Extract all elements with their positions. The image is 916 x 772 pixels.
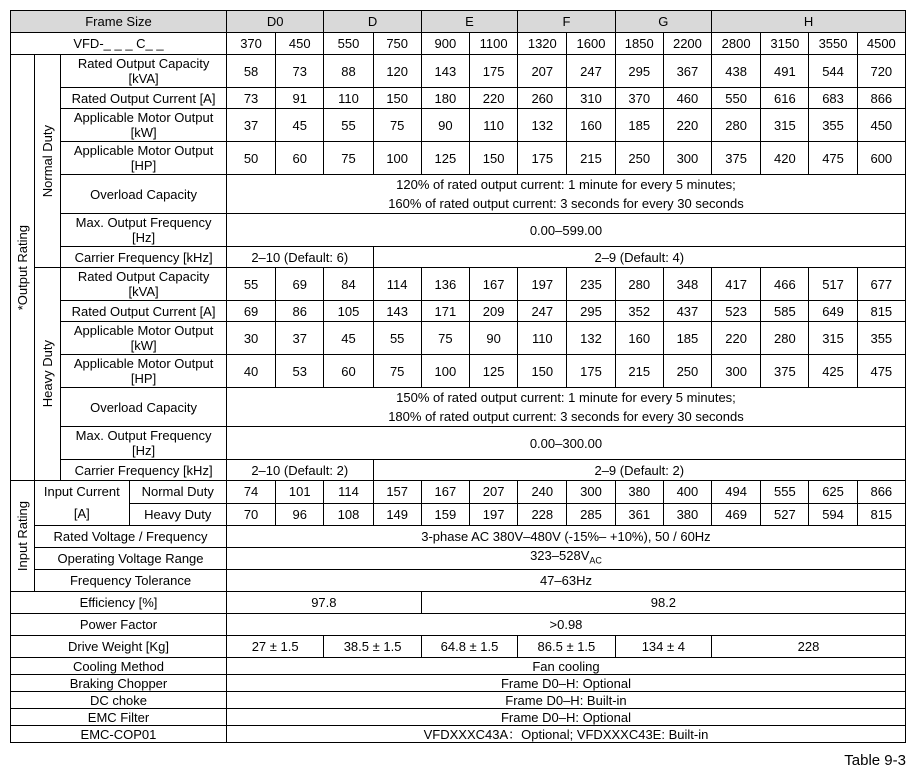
carrier-value: 2–9 (Default: 2) bbox=[373, 460, 905, 481]
overload-value: 150% of rated output current: 1 minute for every 5 minutes; 180% of rated output current: 3 seconds for every 30 seconds bbox=[226, 388, 905, 427]
cell: 108 bbox=[324, 503, 373, 526]
cell: 280 bbox=[712, 109, 761, 142]
cell: 197 bbox=[469, 503, 517, 526]
cell: 295 bbox=[567, 301, 615, 322]
cell: 160 bbox=[567, 109, 615, 142]
frame-f: F bbox=[518, 11, 615, 33]
cell: 105 bbox=[324, 301, 373, 322]
spec-table bbox=[10, 10, 906, 743]
cell: 70 bbox=[226, 503, 275, 526]
model-label: VFD-_ _ _ C_ _ bbox=[11, 33, 227, 55]
row-label: Overload Capacity bbox=[61, 175, 227, 214]
cell: 75 bbox=[373, 355, 421, 388]
cell: 180 bbox=[421, 88, 469, 109]
cell: 100 bbox=[373, 142, 421, 175]
cell: 450 bbox=[857, 109, 905, 142]
normal-duty-sublabel: Normal Duty bbox=[129, 481, 226, 504]
model-cell: 4500 bbox=[857, 33, 905, 55]
cell: 143 bbox=[421, 55, 469, 88]
row-label: Operating Voltage Range bbox=[35, 548, 227, 570]
row-label: Overload Capacity bbox=[61, 388, 227, 427]
cell: 600 bbox=[857, 142, 905, 175]
emc-filter-value: Frame D0–H: Optional bbox=[226, 709, 905, 726]
overload-value: 120% of rated output current: 1 minute for every 5 minutes; 160% of rated output current: 3 seconds for every 30 seconds bbox=[226, 175, 905, 214]
row-label: Carrier Frequency [kHz] bbox=[61, 460, 227, 481]
row-label: Applicable Motor Output [kW] bbox=[61, 109, 227, 142]
cell: 167 bbox=[421, 481, 469, 504]
cell: 250 bbox=[663, 355, 711, 388]
cell: 136 bbox=[421, 268, 469, 301]
cell: 585 bbox=[761, 301, 809, 322]
weight-value: 38.5 ± 1.5 bbox=[324, 636, 421, 658]
emc-cop-value: VFDXXXC43A：Optional; VFDXXXC43E: Built-in bbox=[226, 726, 905, 743]
cell: 315 bbox=[761, 109, 809, 142]
model-cell: 1320 bbox=[518, 33, 567, 55]
cell: 110 bbox=[324, 88, 373, 109]
cell: 125 bbox=[469, 355, 517, 388]
model-cell: 1600 bbox=[567, 33, 615, 55]
output-rating-label: *Output Rating bbox=[11, 55, 35, 481]
power-factor-value: >0.98 bbox=[226, 614, 905, 636]
cell: 517 bbox=[809, 268, 857, 301]
cell: 420 bbox=[761, 142, 809, 175]
cell: 160 bbox=[615, 322, 663, 355]
cell: 310 bbox=[567, 88, 615, 109]
row-label: Efficiency [%] bbox=[11, 592, 227, 614]
freq-tol-value: 47–63Hz bbox=[226, 570, 905, 592]
cell: 300 bbox=[663, 142, 711, 175]
cell: 417 bbox=[712, 268, 761, 301]
cell: 75 bbox=[421, 322, 469, 355]
cell: 175 bbox=[567, 355, 615, 388]
cell: 352 bbox=[615, 301, 663, 322]
voltage-value: 3-phase AC 380V–480V (-15%– +10%), 50 / 60Hz bbox=[226, 526, 905, 548]
model-cell: 3550 bbox=[809, 33, 857, 55]
dc-choke-value: Frame D0–H: Built-in bbox=[226, 692, 905, 709]
row-label: EMC-COP01 bbox=[11, 726, 227, 743]
row-label: Rated Output Capacity [kVA] bbox=[61, 268, 227, 301]
heavy-duty-sublabel: Heavy Duty bbox=[129, 503, 226, 526]
cell: 185 bbox=[615, 109, 663, 142]
model-cell: 2800 bbox=[712, 33, 761, 55]
cell: 58 bbox=[226, 55, 275, 88]
frame-h: H bbox=[712, 11, 906, 33]
cell: 209 bbox=[469, 301, 517, 322]
model-cell: 2200 bbox=[663, 33, 711, 55]
weight-value: 134 ± 4 bbox=[615, 636, 711, 658]
cell: 86 bbox=[276, 301, 324, 322]
cell: 84 bbox=[324, 268, 373, 301]
row-label: Carrier Frequency [kHz] bbox=[61, 247, 227, 268]
cell: 114 bbox=[324, 481, 373, 504]
cell: 815 bbox=[857, 301, 905, 322]
cell: 260 bbox=[518, 88, 567, 109]
cell: 55 bbox=[373, 322, 421, 355]
cell: 355 bbox=[857, 322, 905, 355]
cell: 55 bbox=[226, 268, 275, 301]
carrier-value: 2–10 (Default: 2) bbox=[226, 460, 373, 481]
row-label: Max. Output Frequency [Hz] bbox=[61, 427, 227, 460]
cell: 220 bbox=[712, 322, 761, 355]
cell: 348 bbox=[663, 268, 711, 301]
cell: 375 bbox=[712, 142, 761, 175]
cell: 69 bbox=[276, 268, 324, 301]
cell: 207 bbox=[469, 481, 517, 504]
cell: 110 bbox=[469, 109, 517, 142]
cell: 400 bbox=[663, 481, 711, 504]
row-label: Drive Weight [Kg] bbox=[11, 636, 227, 658]
cell: 523 bbox=[712, 301, 761, 322]
cell: 250 bbox=[615, 142, 663, 175]
cell: 280 bbox=[761, 322, 809, 355]
cell: 91 bbox=[276, 88, 324, 109]
row-label: Max. Output Frequency [Hz] bbox=[61, 214, 227, 247]
cell: 90 bbox=[421, 109, 469, 142]
cell: 120 bbox=[373, 55, 421, 88]
heavy-duty-label: Heavy Duty bbox=[35, 268, 61, 481]
weight-value: 228 bbox=[712, 636, 906, 658]
normal-duty-label: Normal Duty bbox=[35, 55, 61, 268]
row-label: Applicable Motor Output [HP] bbox=[61, 355, 227, 388]
cell: 367 bbox=[663, 55, 711, 88]
cell: 50 bbox=[226, 142, 275, 175]
cell: 132 bbox=[518, 109, 567, 142]
cell: 315 bbox=[809, 322, 857, 355]
cell: 149 bbox=[373, 503, 421, 526]
cooling-value: Fan cooling bbox=[226, 658, 905, 675]
cell: 720 bbox=[857, 55, 905, 88]
cell: 491 bbox=[761, 55, 809, 88]
cell: 55 bbox=[324, 109, 373, 142]
cell: 594 bbox=[809, 503, 857, 526]
cell: 75 bbox=[324, 142, 373, 175]
cell: 235 bbox=[567, 268, 615, 301]
cell: 88 bbox=[324, 55, 373, 88]
cell: 197 bbox=[518, 268, 567, 301]
cell: 380 bbox=[615, 481, 663, 504]
cell: 494 bbox=[712, 481, 761, 504]
cell: 475 bbox=[809, 142, 857, 175]
cell: 215 bbox=[615, 355, 663, 388]
cell: 30 bbox=[226, 322, 275, 355]
cell: 167 bbox=[469, 268, 517, 301]
cell: 361 bbox=[615, 503, 663, 526]
cell: 295 bbox=[615, 55, 663, 88]
cell: 527 bbox=[761, 503, 809, 526]
cell: 683 bbox=[809, 88, 857, 109]
frame-size-label: Frame Size bbox=[11, 11, 227, 33]
cell: 544 bbox=[809, 55, 857, 88]
max-freq-value: 0.00–599.00 bbox=[226, 214, 905, 247]
cell: 45 bbox=[324, 322, 373, 355]
row-label: Applicable Motor Output [kW] bbox=[61, 322, 227, 355]
row-label: Rated Output Current [A] bbox=[61, 88, 227, 109]
row-label: Rated Output Current [A] bbox=[61, 301, 227, 322]
cell: 40 bbox=[226, 355, 275, 388]
cell: 280 bbox=[615, 268, 663, 301]
cell: 866 bbox=[857, 88, 905, 109]
weight-value: 86.5 ± 1.5 bbox=[518, 636, 615, 658]
cell: 220 bbox=[469, 88, 517, 109]
cell: 74 bbox=[226, 481, 275, 504]
cell: 228 bbox=[518, 503, 567, 526]
cell: 460 bbox=[663, 88, 711, 109]
cell: 438 bbox=[712, 55, 761, 88]
cell: 300 bbox=[567, 481, 615, 504]
cell: 73 bbox=[276, 55, 324, 88]
cell: 101 bbox=[276, 481, 324, 504]
cell: 110 bbox=[518, 322, 567, 355]
cell: 114 bbox=[373, 268, 421, 301]
input-current-label: Input Current [A] bbox=[35, 481, 129, 526]
cell: 207 bbox=[518, 55, 567, 88]
cell: 69 bbox=[226, 301, 275, 322]
cell: 125 bbox=[421, 142, 469, 175]
row-label: Rated Output Capacity [kVA] bbox=[61, 55, 227, 88]
cell: 185 bbox=[663, 322, 711, 355]
cell: 300 bbox=[712, 355, 761, 388]
cell: 425 bbox=[809, 355, 857, 388]
cell: 90 bbox=[469, 322, 517, 355]
model-cell: 370 bbox=[226, 33, 275, 55]
table-caption: Table 9-3 bbox=[844, 752, 906, 769]
row-label: Applicable Motor Output [HP] bbox=[61, 142, 227, 175]
cell: 375 bbox=[761, 355, 809, 388]
model-cell: 1850 bbox=[615, 33, 663, 55]
input-rating-label: Input Rating bbox=[11, 481, 35, 592]
row-label: DC choke bbox=[11, 692, 227, 709]
cell: 247 bbox=[567, 55, 615, 88]
model-cell: 900 bbox=[421, 33, 469, 55]
row-label: Frequency Tolerance bbox=[35, 570, 227, 592]
cell: 649 bbox=[809, 301, 857, 322]
cell: 469 bbox=[712, 503, 761, 526]
model-cell: 550 bbox=[324, 33, 373, 55]
op-range-value: $323-528V_{AC}$ bbox=[226, 548, 905, 570]
cell: 73 bbox=[226, 88, 275, 109]
weight-value: 27 ± 1.5 bbox=[226, 636, 323, 658]
cell: 285 bbox=[567, 503, 615, 526]
cell: 355 bbox=[809, 109, 857, 142]
cell: 625 bbox=[809, 481, 857, 504]
row-label: Braking Chopper bbox=[11, 675, 227, 692]
cell: 475 bbox=[857, 355, 905, 388]
model-cell: 450 bbox=[276, 33, 324, 55]
carrier-value: 2–9 (Default: 4) bbox=[373, 247, 905, 268]
row-label: Cooling Method bbox=[11, 658, 227, 675]
row-label: Power Factor bbox=[11, 614, 227, 636]
cell: 175 bbox=[469, 55, 517, 88]
row-label: Rated Voltage / Frequency bbox=[35, 526, 227, 548]
cell: 37 bbox=[276, 322, 324, 355]
cell: 100 bbox=[421, 355, 469, 388]
cell: 677 bbox=[857, 268, 905, 301]
cell: 215 bbox=[567, 142, 615, 175]
braking-value: Frame D0–H: Optional bbox=[226, 675, 905, 692]
row-label: EMC Filter bbox=[11, 709, 227, 726]
max-freq-value: 0.00–300.00 bbox=[226, 427, 905, 460]
cell: 143 bbox=[373, 301, 421, 322]
cell: 96 bbox=[276, 503, 324, 526]
cell: 555 bbox=[761, 481, 809, 504]
cell: 220 bbox=[663, 109, 711, 142]
cell: 247 bbox=[518, 301, 567, 322]
frame-e: E bbox=[421, 11, 517, 33]
cell: 866 bbox=[857, 481, 905, 504]
cell: 75 bbox=[373, 109, 421, 142]
cell: 132 bbox=[567, 322, 615, 355]
cell: 150 bbox=[518, 355, 567, 388]
cell: 616 bbox=[761, 88, 809, 109]
cell: 150 bbox=[469, 142, 517, 175]
efficiency-value: 97.8 bbox=[226, 592, 421, 614]
cell: 175 bbox=[518, 142, 567, 175]
frame-d0: D0 bbox=[226, 11, 323, 33]
cell: 157 bbox=[373, 481, 421, 504]
cell: 150 bbox=[373, 88, 421, 109]
cell: 380 bbox=[663, 503, 711, 526]
cell: 370 bbox=[615, 88, 663, 109]
cell: 815 bbox=[857, 503, 905, 526]
cell: 466 bbox=[761, 268, 809, 301]
frame-g: G bbox=[615, 11, 711, 33]
weight-value: 64.8 ± 1.5 bbox=[421, 636, 517, 658]
carrier-value: 2–10 (Default: 6) bbox=[226, 247, 373, 268]
cell: 37 bbox=[226, 109, 275, 142]
frame-d: D bbox=[324, 11, 421, 33]
cell: 437 bbox=[663, 301, 711, 322]
cell: 240 bbox=[518, 481, 567, 504]
cell: 53 bbox=[276, 355, 324, 388]
cell: 60 bbox=[276, 142, 324, 175]
cell: 159 bbox=[421, 503, 469, 526]
cell: 550 bbox=[712, 88, 761, 109]
model-cell: 3150 bbox=[761, 33, 809, 55]
cell: 171 bbox=[421, 301, 469, 322]
model-cell: 750 bbox=[373, 33, 421, 55]
model-cell: 1100 bbox=[469, 33, 517, 55]
efficiency-value: 98.2 bbox=[421, 592, 905, 614]
cell: 60 bbox=[324, 355, 373, 388]
cell: 45 bbox=[276, 109, 324, 142]
